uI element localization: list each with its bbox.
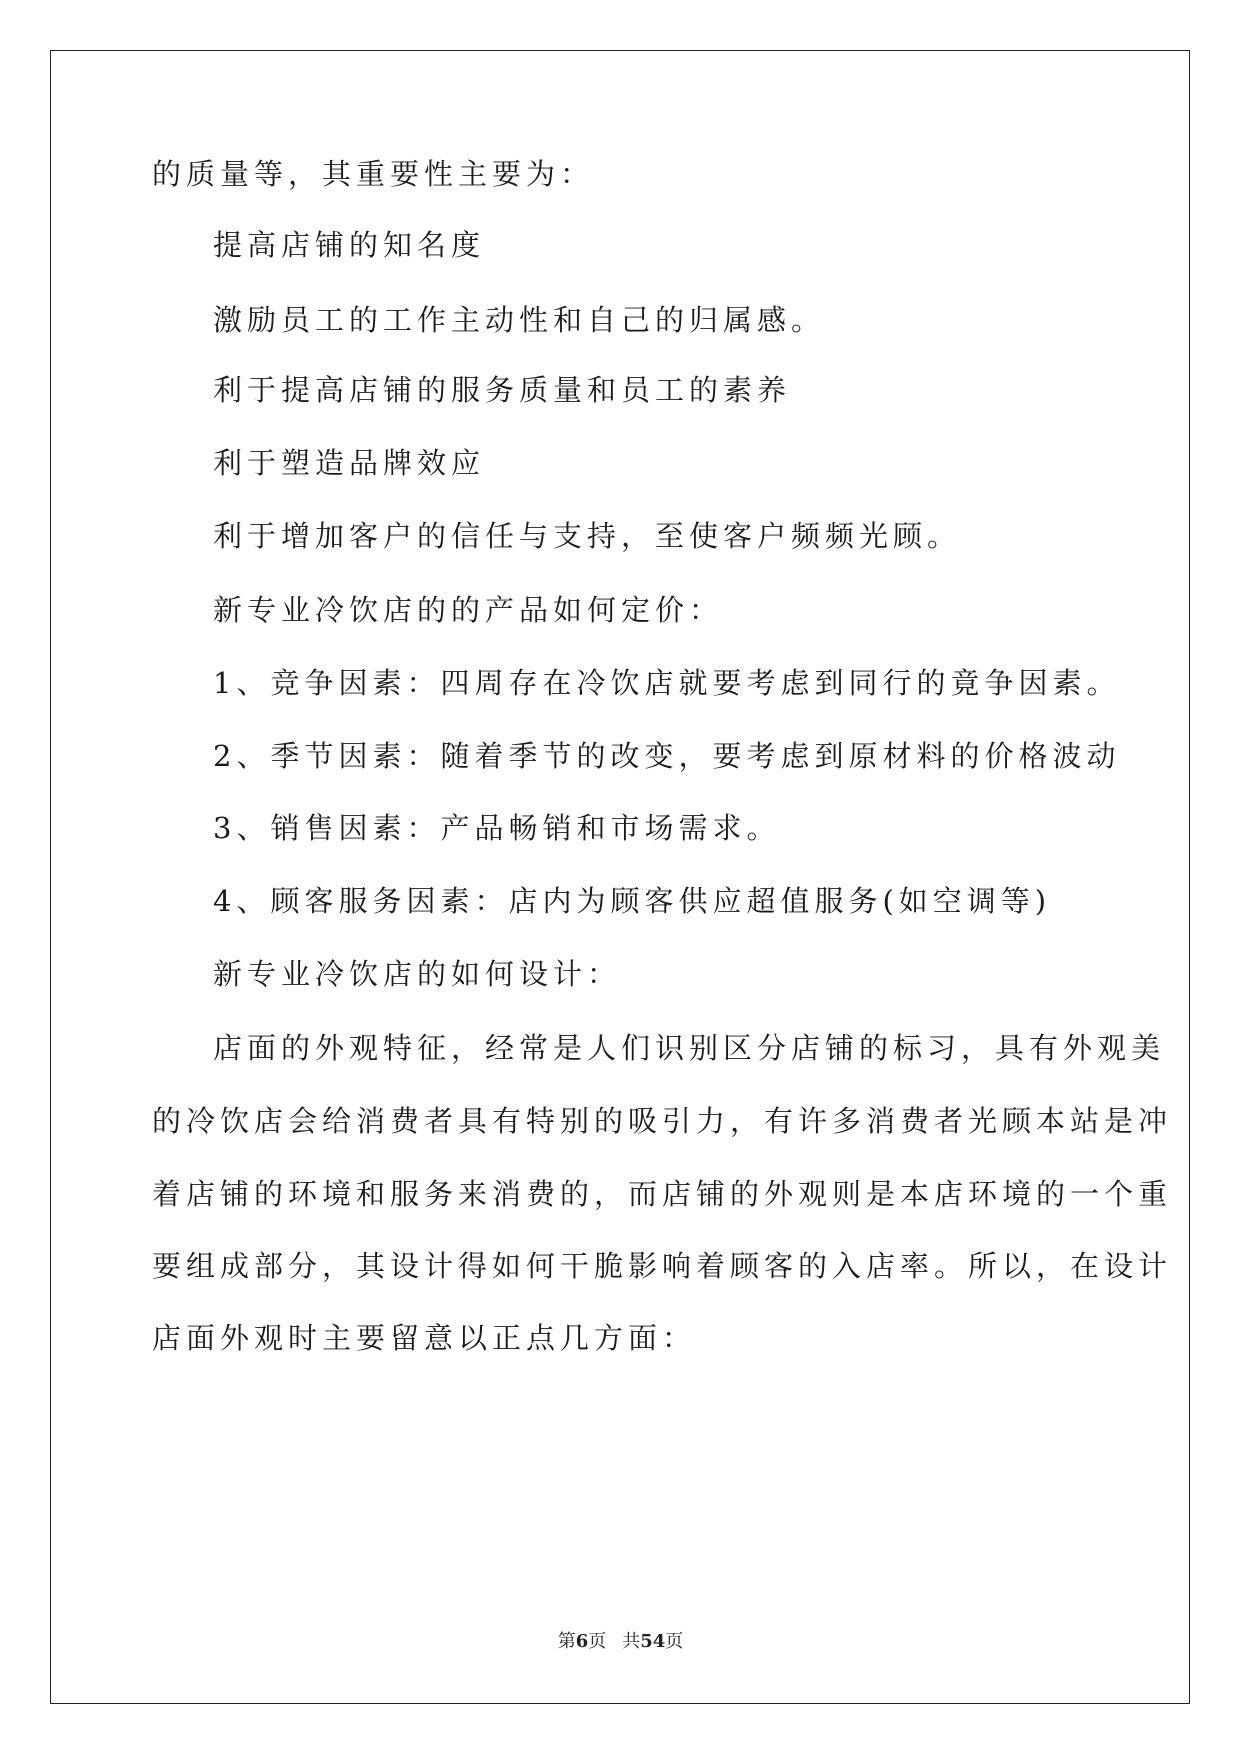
list-item: 利于塑造品牌效应 [213, 446, 486, 480]
section-heading: 新专业冷饮店的如何设计： [213, 957, 622, 991]
footer-total-unit: 页 [665, 1631, 684, 1652]
paragraph-line: 店面外观时主要留意以正点几方面： [152, 1321, 697, 1355]
list-item: 1、竞争因素：四周存在冷饮店就要考虑到同行的竟争因素。 [213, 666, 1121, 700]
section-heading: 新专业冷饮店的的产品如何定价： [213, 593, 724, 627]
paragraph-line: 店面的外观特征，经常是人们识别区分店铺的标习，具有外观美 [213, 1031, 1166, 1065]
total-pages-number: 54 [640, 1631, 666, 1652]
paragraph-line: 的质量等，其重要性主要为： [152, 157, 595, 191]
footer-prefix: 第 [557, 1631, 576, 1652]
list-item: 2、季节因素：随着季节的改变，要考虑到原材料的价格波动 [213, 739, 1121, 773]
list-item: 利于增加客户的信任与支持，至使客户频频光顾。 [213, 519, 962, 553]
list-item: 4、顾客服务因素：店内为顾客供应超值服务(如空调等) [213, 884, 1052, 918]
page-footer [0, 1630, 1241, 1654]
paragraph-line: 的冷饮店会给消费者具有特别的吸引力，有许多消费者光顾本站是冲 [152, 1104, 1173, 1138]
list-item: 提高店铺的知名度 [213, 228, 486, 262]
list-item: 利于提高店铺的服务质量和员工的素养 [213, 373, 792, 407]
list-item: 激励员工的工作主动性和自己的归属感。 [213, 303, 826, 337]
paragraph-line: 要组成部分，其设计得如何干脆影响着顾客的入店率。所以，在设计 [152, 1249, 1173, 1283]
footer-total-prefix: 共 [622, 1631, 641, 1652]
footer-page-unit: 页 [588, 1631, 607, 1652]
list-item: 3、销售因素：产品畅销和市场需求。 [213, 811, 781, 845]
page-border [50, 50, 1190, 1704]
current-page-number: 6 [575, 1631, 589, 1652]
paragraph-line: 着店铺的环境和服务来消费的，而店铺的外观则是本店环境的一个重 [152, 1177, 1173, 1211]
